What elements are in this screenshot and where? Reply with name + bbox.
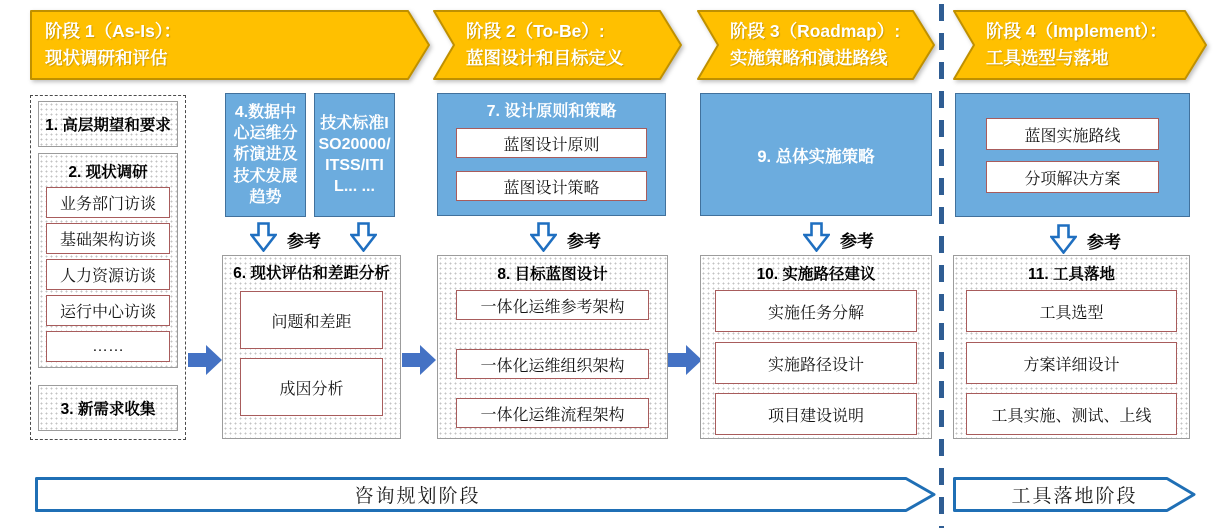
- blueprint-item: 一体化运维组织架构: [456, 349, 649, 379]
- implementation-path-title: 10. 实施路径建议: [756, 266, 876, 283]
- phase-3-title-line2: 实施策略和演进路线: [730, 48, 888, 68]
- tech-standards-box: 技术标准ISO20000/ITSS/ITIL... ...: [314, 93, 395, 217]
- phase-2-banner: [433, 10, 682, 80]
- phase-1-title-line2: 现状调研和评估: [45, 48, 168, 68]
- consulting-stage-banner: [35, 477, 936, 512]
- expectations-box: [38, 101, 178, 147]
- reference-label: 参考: [567, 232, 601, 251]
- implementation-path-box: [700, 255, 932, 439]
- phase-4-title-line2: 工具选型与落地: [986, 48, 1109, 68]
- interview-item-ellipsis: ……: [46, 331, 170, 362]
- new-requirements-box: [38, 385, 178, 431]
- phase-1-title: [45, 18, 181, 72]
- reference-label: 参考: [840, 232, 874, 251]
- phase-1-title-line1: 阶段 1（As-Is）：: [45, 21, 182, 41]
- implementation-path-item: 实施路径设计: [715, 342, 917, 384]
- interview-item: 运行中心访谈: [46, 295, 170, 326]
- reference-label: 参考: [287, 232, 321, 251]
- flow-right-arrow-icon: [188, 345, 222, 375]
- gap-analysis-title: 6. 现状评估和差距分析: [233, 265, 390, 282]
- stage-divider-dashed-line: [939, 4, 944, 528]
- phase-2-title: [466, 18, 624, 72]
- implementation-path-item: 项目建设说明: [715, 393, 917, 435]
- reference-down-arrow-icon: [250, 222, 277, 252]
- phase-1-banner: [30, 10, 430, 80]
- current-state-research-title: 2. 现状调研: [68, 164, 148, 181]
- tooling-stage-banner: [953, 477, 1196, 512]
- interview-item: 业务部门访谈: [46, 187, 170, 218]
- reference-down-arrow-icon: [1050, 224, 1077, 254]
- phase-3-banner: [697, 10, 935, 80]
- gap-analysis-item: 成因分析: [240, 358, 383, 416]
- phase-4-title-line1: 阶段 4（Implement）：: [986, 21, 1167, 41]
- blueprint-item: 一体化运维参考架构: [456, 290, 649, 320]
- implementation-path-item: 实施任务分解: [715, 290, 917, 332]
- tool-landing-item: 工具选型: [966, 290, 1177, 332]
- expectations-label: 1. 高层期望和要求: [45, 117, 171, 134]
- phase-4-title: [986, 18, 1167, 72]
- flow-right-arrow-icon: [668, 345, 702, 375]
- reference-down-arrow-icon: [803, 222, 830, 252]
- phase-4-banner: [953, 10, 1207, 80]
- tool-landing-box: [953, 255, 1190, 439]
- tool-landing-title: 11. 工具落地: [1028, 266, 1115, 283]
- design-principles-title: 7. 设计原则和策略: [486, 103, 617, 120]
- design-principles-item: 蓝图设计原则: [456, 128, 647, 158]
- reference-down-arrow-icon: [530, 222, 557, 252]
- tooling-stage-label: 工具落地阶段: [1011, 486, 1138, 507]
- phase-2-title-line1: 阶段 2（To-Be）:: [466, 21, 605, 41]
- phase-2-title-line2: 蓝图设计和目标定义: [466, 48, 624, 68]
- blueprint-route-box: [955, 93, 1190, 217]
- phase-3-title: [730, 18, 900, 72]
- tool-landing-item: 方案详细设计: [966, 342, 1177, 384]
- flow-right-arrow-icon: [402, 345, 436, 375]
- blueprint-route-item: 蓝图实施路线: [986, 118, 1159, 150]
- current-state-research-box: [38, 153, 178, 368]
- target-blueprint-title: 8. 目标蓝图设计: [497, 266, 608, 283]
- target-blueprint-box: [437, 255, 668, 439]
- gap-analysis-box: [222, 255, 401, 439]
- interview-item: 人力资源访谈: [46, 259, 170, 290]
- new-requirements-label: 3. 新需求收集: [60, 401, 156, 418]
- interview-item: 基础架构访谈: [46, 223, 170, 254]
- gap-analysis-item: 问题和差距: [240, 291, 383, 349]
- blueprint-route-item: 分项解决方案: [986, 161, 1159, 193]
- phase-3-title-line1: 阶段 3（Roadmap）:: [730, 21, 901, 41]
- tool-landing-item: 工具实施、测试、上线: [966, 393, 1177, 435]
- consulting-stage-label: 咨询规划阶段: [354, 486, 481, 507]
- overall-strategy-box: 9. 总体实施策略: [700, 93, 932, 216]
- design-principles-box: [437, 93, 666, 216]
- design-principles-item: 蓝图设计策略: [456, 171, 647, 201]
- reference-down-arrow-icon: [350, 222, 377, 252]
- datacenter-trends-box: 4.数据中心运维分析演进及技术发展趋势: [225, 93, 306, 217]
- reference-label: 参考: [1087, 233, 1121, 252]
- blueprint-item: 一体化运维流程架构: [456, 398, 649, 428]
